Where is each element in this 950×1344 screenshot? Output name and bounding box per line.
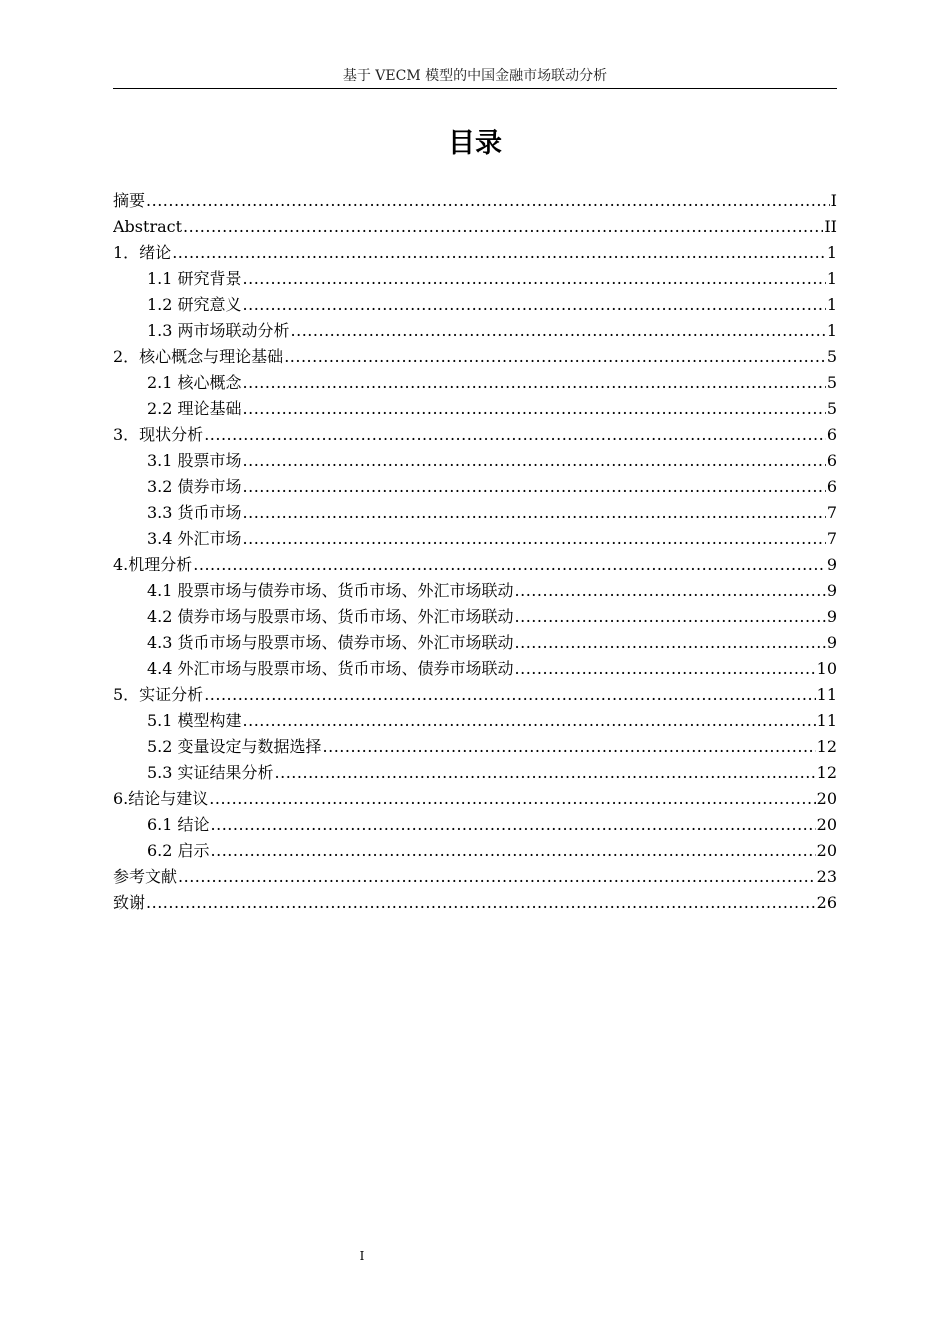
- toc-entry-label: 2.2 理论基础: [147, 399, 242, 418]
- toc-dot-leader: [211, 812, 816, 838]
- toc-entry[interactable]: [113, 682, 837, 708]
- toc-entry[interactable]: [113, 448, 837, 474]
- toc-entry-page: 10: [816, 659, 837, 678]
- toc-dot-leader: [146, 188, 830, 214]
- toc-dot-leader: [243, 370, 826, 396]
- toc-dot-leader: [204, 682, 815, 708]
- toc-entry-page: 9: [826, 555, 837, 574]
- toc-entry[interactable]: [113, 474, 837, 500]
- toc-entry[interactable]: [113, 812, 837, 838]
- toc-entry[interactable]: [113, 838, 837, 864]
- toc-entry-page: 5: [826, 347, 837, 366]
- toc-entry-label: 参考文献: [113, 867, 178, 886]
- toc-dot-leader: [146, 890, 816, 916]
- toc-entry-label: Abstract: [113, 217, 183, 236]
- toc-entry-page: I: [830, 191, 837, 210]
- toc-entry-page: II: [824, 217, 837, 236]
- toc-entry[interactable]: [113, 344, 837, 370]
- toc-entry[interactable]: [113, 240, 837, 266]
- toc-entry-label: 摘要: [113, 191, 146, 210]
- toc-entry-page: 1: [826, 321, 837, 340]
- toc-entry-label: 1.2 研究意义: [147, 295, 242, 314]
- toc-entry[interactable]: [113, 630, 837, 656]
- toc-entry[interactable]: [113, 318, 837, 344]
- toc-entry-page: 6: [826, 425, 837, 444]
- toc-entry-label: 4.2 债券市场与股票市场、货币市场、外汇市场联动: [147, 607, 514, 626]
- toc-entry-label: 3．现状分析: [113, 425, 204, 444]
- toc-entry[interactable]: [113, 656, 837, 682]
- toc-entry-page: 6: [826, 451, 837, 470]
- toc-dot-leader: [515, 604, 826, 630]
- toc-entry-label: 5．实证分析: [113, 685, 204, 704]
- toc-entry-label: 4.3 货币市场与股票市场、债券市场、外汇市场联动: [147, 633, 514, 652]
- toc-entry-page: 20: [816, 789, 837, 808]
- toc-entry-label: 4.1 股票市场与债券市场、货币市场、外汇市场联动: [147, 581, 514, 600]
- toc-dot-leader: [243, 292, 826, 318]
- toc-entry-page: 20: [816, 815, 837, 834]
- toc-dot-leader: [209, 786, 815, 812]
- toc-entry-label: 1.1 研究背景: [147, 269, 242, 288]
- page-title: 目录: [448, 128, 502, 159]
- toc-entry[interactable]: [113, 708, 837, 734]
- toc-entry-page: 23: [816, 867, 837, 886]
- toc-entry[interactable]: [113, 266, 837, 292]
- toc-dot-leader: [243, 448, 826, 474]
- toc-entry[interactable]: [113, 422, 837, 448]
- table-of-contents: [113, 188, 837, 916]
- toc-entry[interactable]: [113, 214, 837, 240]
- toc-entry-label: 5.2 变量设定与数据选择: [147, 737, 322, 756]
- running-header: 基于 VECM 模型的中国金融市场联动分析: [342, 68, 608, 84]
- toc-dot-leader: [515, 656, 816, 682]
- toc-entry-page: 1: [826, 295, 837, 314]
- toc-entry[interactable]: [113, 500, 837, 526]
- toc-dot-leader: [284, 344, 826, 370]
- toc-entry-page: 9: [826, 633, 837, 652]
- toc-dot-leader: [211, 838, 816, 864]
- toc-entry-label: 1．绪论: [113, 243, 172, 262]
- toc-entry-page: 12: [816, 737, 837, 756]
- toc-entry-label: 2.1 核心概念: [147, 373, 242, 392]
- toc-entry-page: 20: [816, 841, 837, 860]
- toc-entry-label: 6.结论与建议: [113, 789, 209, 808]
- toc-entry-label: 3.3 货币市场: [147, 503, 242, 522]
- toc-entry-label: 4.4 外汇市场与股票市场、货币市场、债券市场联动: [147, 659, 514, 678]
- toc-entry[interactable]: [113, 890, 837, 916]
- toc-entry-label: 3.4 外汇市场: [147, 529, 242, 548]
- toc-entry[interactable]: [113, 864, 837, 890]
- toc-entry[interactable]: [113, 604, 837, 630]
- toc-entry-page: 7: [826, 529, 837, 548]
- toc-entry-page: 7: [826, 503, 837, 522]
- toc-dot-leader: [193, 552, 826, 578]
- toc-dot-leader: [178, 864, 816, 890]
- toc-entry-page: 9: [826, 581, 837, 600]
- toc-dot-leader: [515, 630, 826, 656]
- header-rule: [113, 88, 837, 89]
- toc-entry[interactable]: [113, 552, 837, 578]
- toc-entry-label: 6.2 启示: [147, 841, 210, 860]
- toc-entry[interactable]: [113, 370, 837, 396]
- toc-dot-leader: [515, 578, 826, 604]
- toc-entry-page: 1: [826, 269, 837, 288]
- toc-dot-leader: [243, 396, 826, 422]
- toc-dot-leader: [275, 760, 816, 786]
- toc-entry-label: 致谢: [113, 893, 146, 912]
- toc-entry[interactable]: [113, 760, 837, 786]
- toc-entry-label: 3.2 债券市场: [147, 477, 242, 496]
- toc-dot-leader: [172, 240, 826, 266]
- toc-entry[interactable]: [113, 526, 837, 552]
- toc-dot-leader: [243, 526, 826, 552]
- toc-dot-leader: [243, 500, 826, 526]
- toc-entry[interactable]: [113, 292, 837, 318]
- toc-entry[interactable]: [113, 786, 837, 812]
- toc-dot-leader: [243, 708, 816, 734]
- toc-entry-page: 26: [816, 893, 837, 912]
- toc-entry-label: 1.3 两市场联动分析: [147, 321, 290, 340]
- toc-entry[interactable]: [113, 734, 837, 760]
- toc-entry-label: 5.3 实证结果分析: [147, 763, 274, 782]
- toc-entry-page: 9: [826, 607, 837, 626]
- toc-entry-page: 5: [826, 399, 837, 418]
- toc-entry[interactable]: [113, 578, 837, 604]
- toc-entry-page: 1: [826, 243, 837, 262]
- toc-dot-leader: [291, 318, 826, 344]
- toc-dot-leader: [204, 422, 826, 448]
- toc-entry-page: 6: [826, 477, 837, 496]
- toc-entry-page: 11: [816, 711, 837, 730]
- page-number: I: [359, 1249, 365, 1263]
- toc-entry-label: 3.1 股票市场: [147, 451, 242, 470]
- toc-dot-leader: [243, 474, 826, 500]
- toc-entry-page: 11: [816, 685, 837, 704]
- toc-entry-page: 12: [816, 763, 837, 782]
- toc-entry-page: 5: [826, 373, 837, 392]
- toc-entry-label: 4.机理分析: [113, 555, 193, 574]
- toc-dot-leader: [183, 214, 823, 240]
- toc-entry-label: 6.1 结论: [147, 815, 210, 834]
- toc-entry[interactable]: [113, 188, 837, 214]
- toc-entry[interactable]: [113, 396, 837, 422]
- toc-dot-leader: [323, 734, 816, 760]
- toc-entry-label: 5.1 模型构建: [147, 711, 242, 730]
- toc-entry-label: 2．核心概念与理论基础: [113, 347, 284, 366]
- toc-dot-leader: [243, 266, 826, 292]
